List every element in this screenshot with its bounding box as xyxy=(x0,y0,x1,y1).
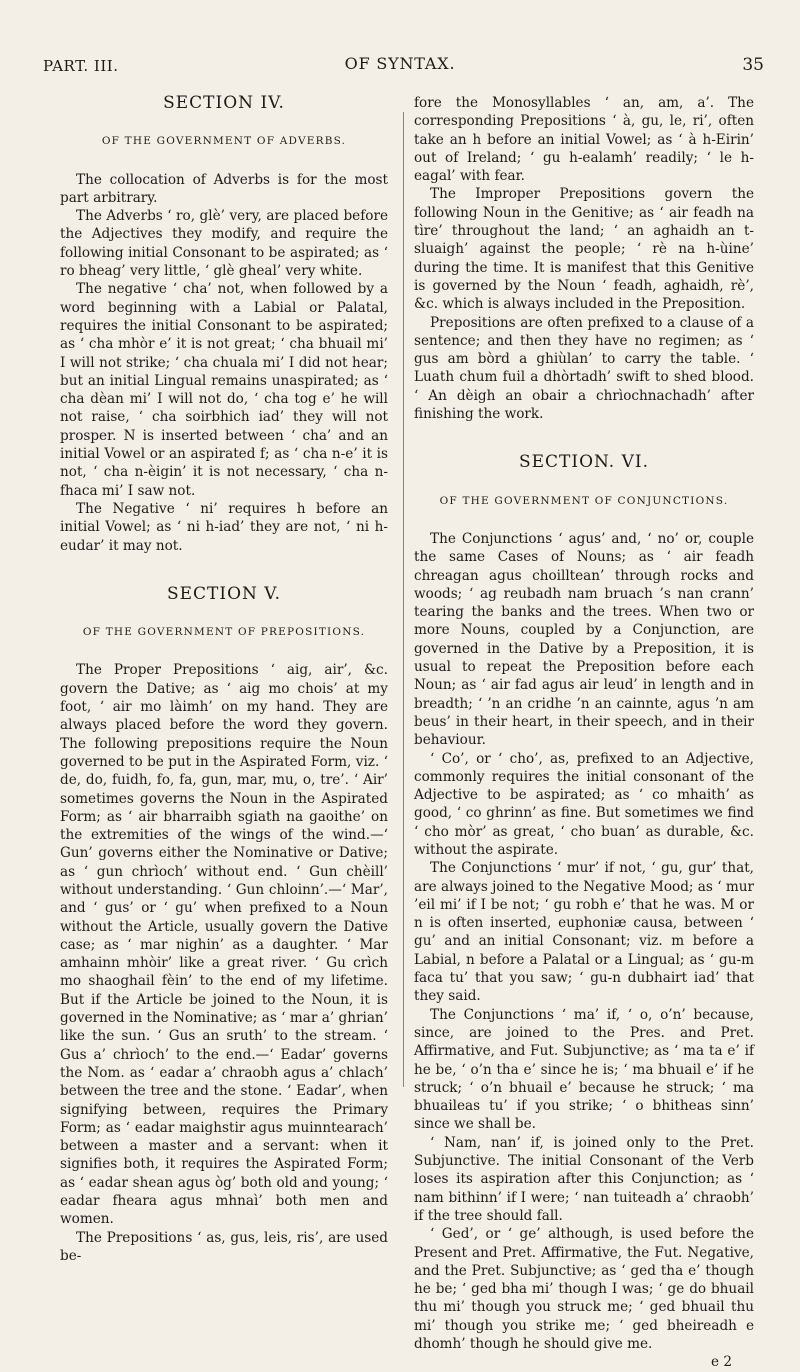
section-subheading: OF THE GOVERNMENT OF PREPOSITIONS. xyxy=(82,626,366,639)
signature-mark: e 2 xyxy=(710,1354,732,1371)
section-heading: SECTION IV. xyxy=(163,93,285,113)
paragraph: The Conjunctions ‘ mur’ if not, ‘ gu, gur’ that, are always joined to the Negative Mood; as ‘ mur ’eil mi’ if I be not; ‘ gu robh e’ that he was. M or n is often inserted, euphoniæ causa, between ‘ gu’ and an initial Consonant; viz. m before a Labial, n before a Palatal or a Lingual; as ‘ gu-m faca tu’ that you saw; ‘ gu-n dubhairt iad’ that they said. xyxy=(414,860,754,1005)
paragraph: The Proper Prepositions ‘ aig, air’, &c. govern the Dative; as ‘ aig mo chois’ at my foot, ‘ air mo làimh’ on my hand. They are always placed before the word they govern. The following prepositions require the Noun governed to be put in the Aspirated Form, viz. ‘ de, do, fuidh, fo, fa, gun, mar, mu, o, tre’. ‘ Air’ sometimes governs the Noun in the Aspirated Form; as ‘ air bharraibh sgiath na gaoithe’ on the extremities of the wings of the wind.—‘ Gun’ governs either the Nominative or Dative; as ‘ gun chrìoch’ without end. ‘ Gun chèill’ without understanding. ‘ Gun chloinn’.—‘ Mar’, and ‘ gus’ or ‘ gu’ when prefixed to a Noun without the Article, usually govern the Dative case; as ‘ mar nighin’ as a daughter. ‘ Mar amhainn mhòir’ like a great river. ‘ Gu crìch mo shaoghail fèin’ to the end of my lifetime. But if the Article be joined to the Noun, it is governed in the Nominative; as ‘ mar a’ ghrian’ like the sun. ‘ Gus an sruth’ to the stream. ‘ Gus a’ chrìoch’ to the end.—‘ Eadar’ governs the Nom. as ‘ eadar a’ chraobh agus a’ chlach’ between the tree and the stone. ‘ Eadar’, when signifying between, requires the Primary Form; as ‘ eadar maighstir agus muinntearach’ between a master and a servant: when it signifies both, it requires the Aspirated Form; as ‘ eadar shean agus òg’ both old and young; ‘ eadar fheara agus mhnaì’ both men and women. xyxy=(60,662,388,1228)
page-number: 35 xyxy=(742,55,764,75)
running-head-title: OF SYNTAX. xyxy=(344,54,456,73)
paragraph: ‘ Co’, or ‘ cho’, as, prefixed to an Adjective, commonly requires the initial consonant of the Adjective to be aspirated; as ‘ co mhaith’ as good, ‘ co ghrinn’ as fine. But sometimes we find ‘ cho mòr’ as great, ‘ cho buan’ as durable, &c. without the aspirate. xyxy=(414,750,754,858)
column-divider xyxy=(403,112,404,1087)
paragraph: The collocation of Adverbs is for the most part arbitrary. xyxy=(60,171,388,206)
paragraph: The Negative ‘ ni’ requires h before an initial Vowel; as ‘ ni h-iad’ they are not, ‘ ni h-eudar’ it may not. xyxy=(60,500,388,554)
paragraph: The Adverbs ‘ ro, glè’ very, are placed before the Adjectives they modify, and require the following initial Consonant to be aspirated; as ‘ ro bheag’ very little, ‘ glè gheal’ very white. xyxy=(60,208,388,280)
paragraph: The Conjunctions ‘ agus’ and, ‘ no’ or, couple the same Cases of Nouns; as ‘ air feadh chreagan agus choilltean’ through rocks and woods; ‘ ag reubadh nam bruach ’s nan crann’ tearing the banks and the trees. When two or more Nouns, coupled by a Conjunction, are governed in the Dative by a Preposition, it is usual to repeat the Preposition before each Noun; as ‘ air fad agus air leud’ in length and in breadth; ‘ ’n an cridhe ’n an cainnte, agus ’n am beus’ in their heart, in their speech, and in their behaviour. xyxy=(414,530,754,749)
section-heading: SECTION. VI. xyxy=(518,452,650,473)
paragraph: The Conjunctions ‘ ma’ if, ‘ o, o’n’ because, since, are joined to the Pres. and Pret. Affirmative, and Fut. Subjunctive; as ‘ ma ta e’ if he be, ‘ o’n tha e’ since he is; ‘ ma bhuail e’ if he struck; ‘ o’n bhuail e’ because he struck; ‘ ma bhuaileas tu’ if you strike; ‘ o bhitheas sinn’ since we shall be. xyxy=(414,1006,754,1133)
right-column xyxy=(414,94,754,1372)
paragraph: fore the Monosyllables ‘ an, am, a’. The corresponding Prepositions ‘ à, gu, le, ri’, often take an h before an initial Vowel; as ‘ à h-Eirin’ out of Ireland; ‘ gu h-ealamh’ readily; ‘ le h-eagal’ with fear. xyxy=(414,95,754,185)
section-subheading: OF THE GOVERNMENT OF CONJUNCTIONS. xyxy=(439,494,729,507)
paragraph: ‘ Ged’, or ‘ ge’ although, is used before the Present and Pret. Affirmative, the Fut. Negative, and the Pret. Subjunctive; as ‘ ged tha e’ though he be; ‘ ged bha mi’ though I was; ‘ ge do bhuail thu mi’ though you struck me; ‘ ged bhuail thu mi’ though you strike me; ‘ ged bheireadh e dhomh’ though he should give me. xyxy=(414,1226,754,1352)
paragraph: Prepositions are often prefixed to a clause of a sentence; and then they have no regimen; as ‘ gus am bòrd a ghiùlan’ to carry the table. ‘ Luath chum fuil a dhòrtadh’ swift to shed blood. ‘ An dèigh an obair a chrìochnachadh’ after finishing the work. xyxy=(414,314,754,423)
paragraph: The Prepositions ‘ as, gus, leis, ris’, are used be- xyxy=(60,1229,388,1264)
left-column xyxy=(60,94,388,1265)
paragraph: ‘ Nam, nan’ if, is joined only to the Pret. Subjunctive. The initial Consonant of the Verb loses its aspiration after this Conjunction; as ‘ nam bithinn’ if I were; ‘ nan tuiteadh a’ chraobh’ if the tree should fall. xyxy=(414,1134,754,1224)
paragraph: The Improper Prepositions govern the following Noun in the Genitive; as ‘ air feadh na tìre’ throughout the land; ‘ an aghaidh an t-sluaigh’ against the people; ‘ rè na h-ùine’ during the time. It is manifest that this Genitive is governed by the Noun ‘ feadh, aghaidh, rè’, &c. which is always included in the Preposition. xyxy=(414,186,754,313)
section-subheading: OF THE GOVERNMENT OF ADVERBS. xyxy=(101,135,347,148)
paragraph: The negative ‘ cha’ not, when followed by a word beginning with a Labial or Palatal, requires the initial Consonant to be aspirated; as ‘ cha mhòr e’ it is not great; ‘ cha bhuail mi’ I will not strike; ‘ cha chuala mi’ I did not hear; but an initial Lingual remains unaspirated; as ‘ cha dèan mi’ I will not do, ‘ cha tog e’ he will not raise, ‘ cha soirbhich iad’ they will not prosper. N is inserted between ‘ cha’ and an initial Vowel or an aspirated f; as ‘ cha n-e’ it is not, ‘ cha n-èigin’ it is not necessary, ‘ cha n-fhaca mi’ I saw not. xyxy=(60,281,388,499)
section-heading: SECTION V. xyxy=(166,583,282,604)
running-head-part: PART. III. xyxy=(43,57,119,75)
